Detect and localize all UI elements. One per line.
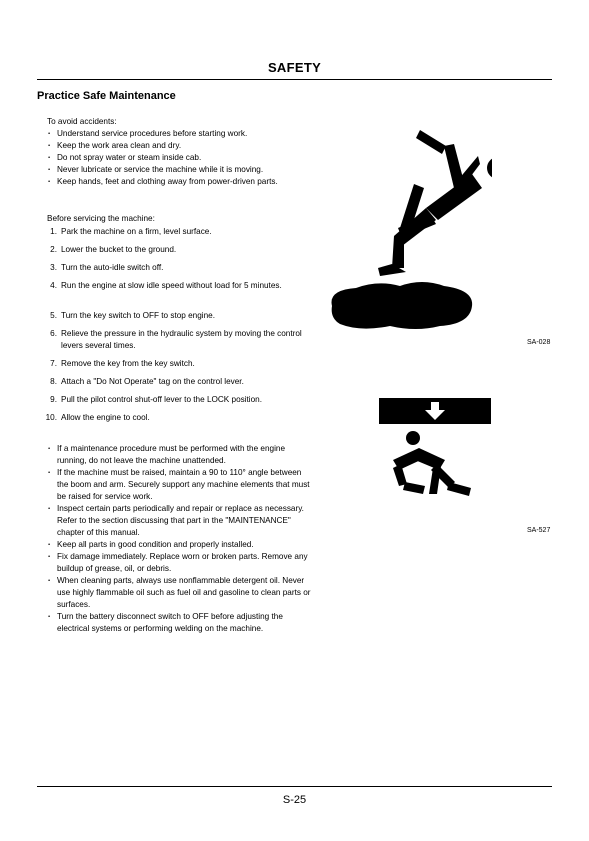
header-rule: [37, 79, 552, 80]
page-title: SAFETY: [267, 60, 322, 75]
step-number: 2.: [50, 245, 57, 254]
list-item: ・ Keep hands, feet and clothing away from power-driven parts.: [47, 176, 317, 188]
step-text: Turn the auto-idle switch off.: [61, 263, 164, 272]
step-text: Turn the key switch to OFF to stop engine.: [61, 311, 215, 320]
step-number: 5.: [50, 311, 57, 320]
step-text: Attach a "Do Not Operate" tag on the control lever.: [61, 377, 244, 386]
crushing-hazard-icon: [379, 398, 491, 510]
slipping-hazard-illustration: [322, 116, 492, 338]
list-item: ・ If the machine must be raised, maintain a 90 to 110° angle between the boom and arm. Securely support any machine elements that must be raised for service work.: [47, 467, 312, 503]
list-item: ・ Turn the battery disconnect switch to OFF before adjusting the electrical systems or performing welding on the machine.: [47, 611, 312, 635]
list-item: ・ Do not spray water or steam inside cab.: [47, 152, 317, 164]
list-item: ・ Understand service procedures before starting work.: [47, 128, 317, 140]
section-heading: Practice Safe Maintenance: [37, 90, 176, 102]
step-text: Remove the key from the key switch.: [61, 359, 195, 368]
figure-code: SA-527: [527, 527, 551, 534]
step-number: 9.: [50, 395, 57, 404]
list-item: ・ Inspect certain parts periodically and repair or replace as necessary. Refer to the section discussing that part in the "MAINTENANCE" chapter of this manual.: [47, 503, 312, 539]
page-number: S-25: [282, 794, 307, 806]
list-item: ・ Fix damage immediately. Replace worn or broken parts. Remove any buildup of grease, oil, or debris.: [47, 551, 312, 575]
list-item: ・ Keep all parts in good condition and properly installed.: [47, 539, 312, 551]
step-number: 1.: [50, 227, 57, 236]
before-servicing-label: Before servicing the machine:: [47, 214, 155, 223]
footer-rule: [37, 786, 552, 787]
precaution-list: [47, 128, 317, 188]
step-text: Relieve the pressure in the hydraulic system by moving the control levers several times.: [61, 329, 302, 350]
step-text: Run the engine at slow idle speed without load for 5 minutes.: [61, 281, 282, 290]
step-number: 7.: [50, 359, 57, 368]
step-text: Pull the pilot control shut-off lever to the LOCK position.: [61, 395, 263, 404]
list-item: ・ Never lubricate or service the machine while it is moving.: [47, 164, 317, 176]
step-number: 4.: [50, 281, 57, 290]
list-item: ・ Keep the work area clean and dry.: [47, 140, 317, 152]
step-number: 10.: [45, 413, 57, 422]
maintenance-notes-list: [47, 443, 312, 635]
list-item: ・ When cleaning parts, always use nonflammable detergent oil. Never use highly flammable oil such as fuel oil and gasoline to clean parts or surfaces.: [47, 575, 312, 611]
intro-text: To avoid accidents:: [47, 117, 117, 126]
step-number: 8.: [50, 377, 57, 386]
step-number: 3.: [50, 263, 57, 272]
list-item: ・ If a maintenance procedure must be performed with the engine running, do not leave the machine unattended.: [47, 443, 312, 467]
step-text: Allow the engine to cool.: [61, 413, 150, 422]
step-text: Lower the bucket to the ground.: [61, 245, 177, 254]
step-text: Park the machine on a firm, level surface.: [61, 227, 212, 236]
figure-code: SA-028: [527, 339, 551, 346]
step-number: 6.: [50, 329, 57, 338]
